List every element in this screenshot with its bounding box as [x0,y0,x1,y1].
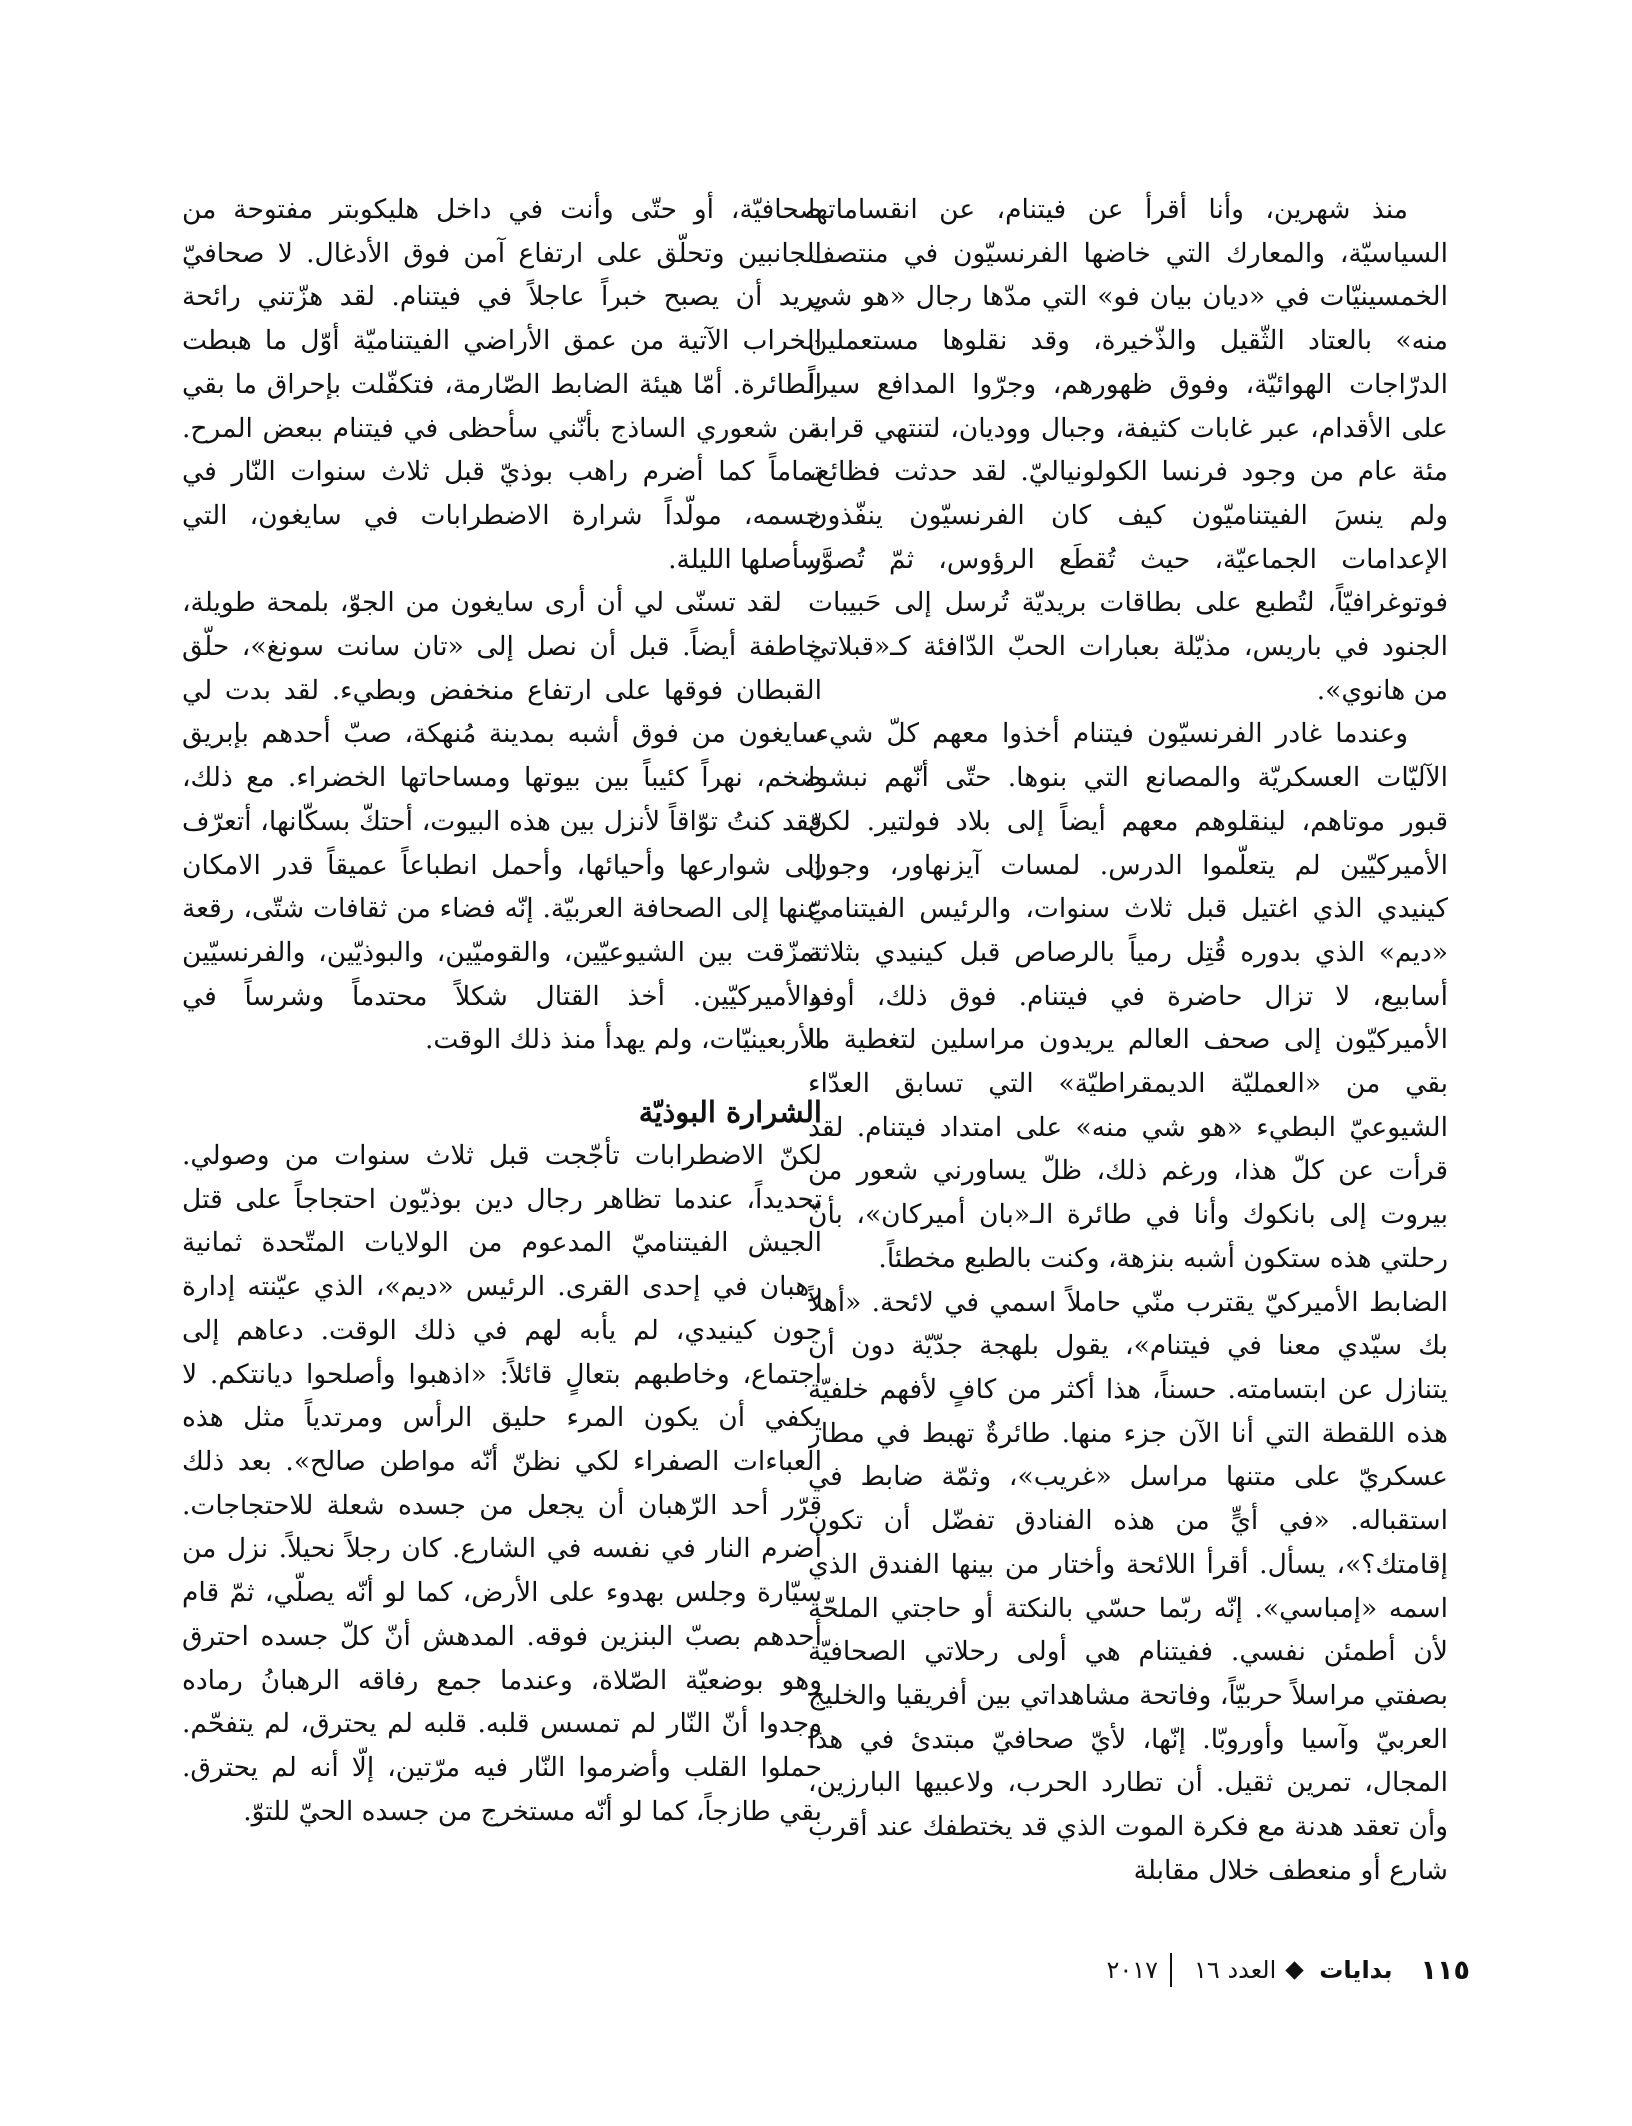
paragraph: منذ شهرين، وأنا أقرأ عن فيتنام، عن انقساماتها السياسيّة، والمعارك التي خاضها الفرنسيّون في منتصف الخمسينيّات في «ديان بيان فو» التي مدّها رجال «هو شي منه» بالعتاد الثّقيل والذّخيرة، وقد نقلوها مستعملين الدرّاجات الهوائيّة، وفوق ظهورهم، وجرّوا المدافع سيراً على الأقدام، عبر غابات كثيفة، وجبال ووديان، لتنتهي قرابة مئة عام من وجود فرنسا الكولونياليّ. لقد حدثت فظائع، ولم ينسَ الفيتناميّون كيف كان الفرنسيّون ينفّذون الإعدامات الجماعيّة، حيث تُقطَع الرؤوس، ثمّ تُصوَّر فوتوغرافيّاً، لتُطبع على بطاقات بريديّة تُرسل إلى حَبيبات الجنود في باريس، مذيّلة بعبارات الحبّ الدّافئة كـ«قبلاتي من هانوي». [808,194,1448,706]
paragraph: صحافيّة، أو حتّى وأنت في داخل هليكوبتر مفتوحة من الجانبين وتحلّق على ارتفاع آمن فوق الأدغال. لا صحافيّ يريد أن يصبح خبراً عاجلاً في فيتنام. لقد هزّتني رائحة الخراب الآتية من عمق الأراضي الفيتناميّة أوّل ما هبطت الطائرة. أمّا هيئة الضابط الصّارمة، فتكفّلت بإحراق ما بقي من شعوري الساذج بأنّني سأحظى في فيتنام ببعض المرح. تماماً كما أضرم راهب بوذيّ قبل ثلاث سنوات النّار في جسمه، مولّداً شرارة الاضطرابات في سايغون، التي سأصلها الليلة. [182,194,822,575]
paragraph: الضابط الأميركيّ يقترب منّي حاملاً اسمي في لائحة. «أهلاً بك سيّدي معنا في فيتنام»، يقول بلهجة جدّيّة دون أن يتنازل عن ابتسامته. حسناً، هذا أكثر من كافٍ لأفهم خلفيّة هذه اللقطة التي أنا الآن جزء منها. طائرةٌ تهبط في مطار عسكريّ على متنها مراسل «غريب»، وثمّة ضابط في استقباله. «في أيٍّ من هذه الفنادق تفضّل أن تكون إقامتك؟»، يسأل. أقرأ اللائحة وأختار من بينها الفندق الذي اسمه «إمباسي». إنّه ربّما حسّي بالنكتة أو حاجتي الملحّة لأن أطمئن نفسي. ففيتنام هي أولى رحلاتي الصحافيّة بصفتي مراسلاً حربيّاً، وفاتحة مشاهداتي بين أفريقيا والخليج العربيّ وآسيا وأوروبّا. إنّها، لأيّ صحافيّ مبتدئ في هذا المجال، تمرين ثقيل. أن تطارد الحرب، ولاعبيها البارزين، وأن تعقد هدنة مع فكرة الموت الذي قد يختطفك عند أقرب شارع أو منعطف خلال مقابلة [808,1286,1448,1886]
issue-label: العدد ١٦ [1194,1956,1277,1984]
article-column-right [808,188,1448,1978]
footer-separator [1170,1953,1172,1987]
page-number: ١١٥ [1420,1954,1470,1986]
paragraph: وعندما غادر الفرنسيّون فيتنام أخذوا معهم كلّ شيء، الآليّات العسكريّة والمصانع التي بنوها. حتّى أنّهم نبشوا قبور موتاهم، لينقلوهم معهم أيضاً إلى بلاد فولتير. لكنّ الأميركيّين لم يتعلّموا الدرس. لمسات آيزنهاور، وجون كينيدي الذي اغتيل قبل ثلاث سنوات، والرئيس الفيتناميّ «ديم» الذي بدوره قُتِل رمياً بالرصاص قبل كينيدي بثلاثة أسابيع، لا تزال حاضرة في فيتنام. فوق ذلك، أوفد الأميركيّون إلى صحف العالم يريدون مراسلين لتغطية ما بقي من «العمليّة الديمقراطيّة» التي تسابق العدّاء الشيوعيّ البطيء «هو شي منه» على امتداد فيتنام. لقد قرأت عن كلّ هذا، ورغم ذلك، ظلّ يساورني شعور من بيروت إلى بانكوك وأنا في طائرة الـ«بان أميركان»، بأنّ رحلتي هذه ستكون أشبه بنزهة، وكنت بالطبع مخطئاً. [808,718,1448,1274]
paragraph: لقد تسنّى لي أن أرى سايغون من الجوّ، بلمحة طويلة، خاطفة أيضاً. قبل أن نصل إلى «تان سانت سونغ»، حلّق القبطان فوقها على ارتفاع منخفض وبطيء. لقد بدت لي سايغون من فوق أشبه بمدينة مُنهكة، صبّ أحدهم بإبريق ضخم، نهراً كئيباً بين بيوتها ومساحاتها الخضراء. مع ذلك، فقد كنتُ توّاقاً لأنزل بين هذه البيوت، أحتكّ بسكّانها، أتعرّف إلى شوارعها وأحيائها، وأحمل انطباعاً عميقاً قدر الامكان عنها إلى الصحافة العربيّة. إنّه فضاء من ثقافات شتّى، رقعة تمزّقت بين الشيوعيّين، والقوميّين، والبوذيّين، والفرنسيّين والأميركيّين. أخذ القتال شكلاً محتدماً وشرساً في الأربعينيّات، ولم يهدأ منذ ذلك الوقت. [182,587,822,1056]
journal-name: بدايات [1319,1956,1393,1984]
diamond-icon [1286,1961,1304,1979]
section-heading: الشرارة البوذيّة [638,1095,822,1130]
issue-year: ٢٠١٧ [1106,1956,1159,1984]
page-footer [1106,1950,1470,1990]
article-column-left [182,188,822,1978]
paragraph: لكنّ الاضطرابات تأجّجت قبل ثلاث سنوات من وصولي. تحديداً، عندما تظاهر رجال دين بوذيّون احتجاجاً على قتل الجيش الفيتناميّ المدعوم من الولايات المتّحدة ثمانية رهبان في إحدى القرى. الرئيس «ديم»، الذي عيّنته إدارة جون كينيدي، لم يأبه لهم في ذلك الوقت. دعاهم إلى اجتماع، وخاطبهم بتعالٍ قائلاً: «اذهبوا وأصلحوا ديانتكم. لا يكفي أن يكون المرء حليق الرأس ومرتدياً مثل هذه العباءات الصفراء لكي نظنّ أنّه مواطن صالح». بعد ذلك قرّر أحد الرّهبان أن يجعل من جسده شعلة للاحتجاجات. أضرم النار في نفسه في الشارع. كان رجلاً نحيلاً. نزل من سيّارة وجلس بهدوء على الأرض، كما لو أنّه يصلّي، ثمّ قام أحدهم بصبّ البنزين فوقه. المدهش أنّ كلّ جسده احترق وهو بوضعيّة الصّلاة، وعندما جمع رفاقه الرهبانُ رماده وجدوا أنّ النّار لم تمسس قلبه. قلبه لم يحترق، لم يتفحّم. حملوا القلب وأضرموا النّار فيه مرّتين، إلّا أنه لم يحترق. بقي طازجاً، كما لو أنّه مستخرج من جسده الحيّ للتوّ. [182,1140,822,1827]
